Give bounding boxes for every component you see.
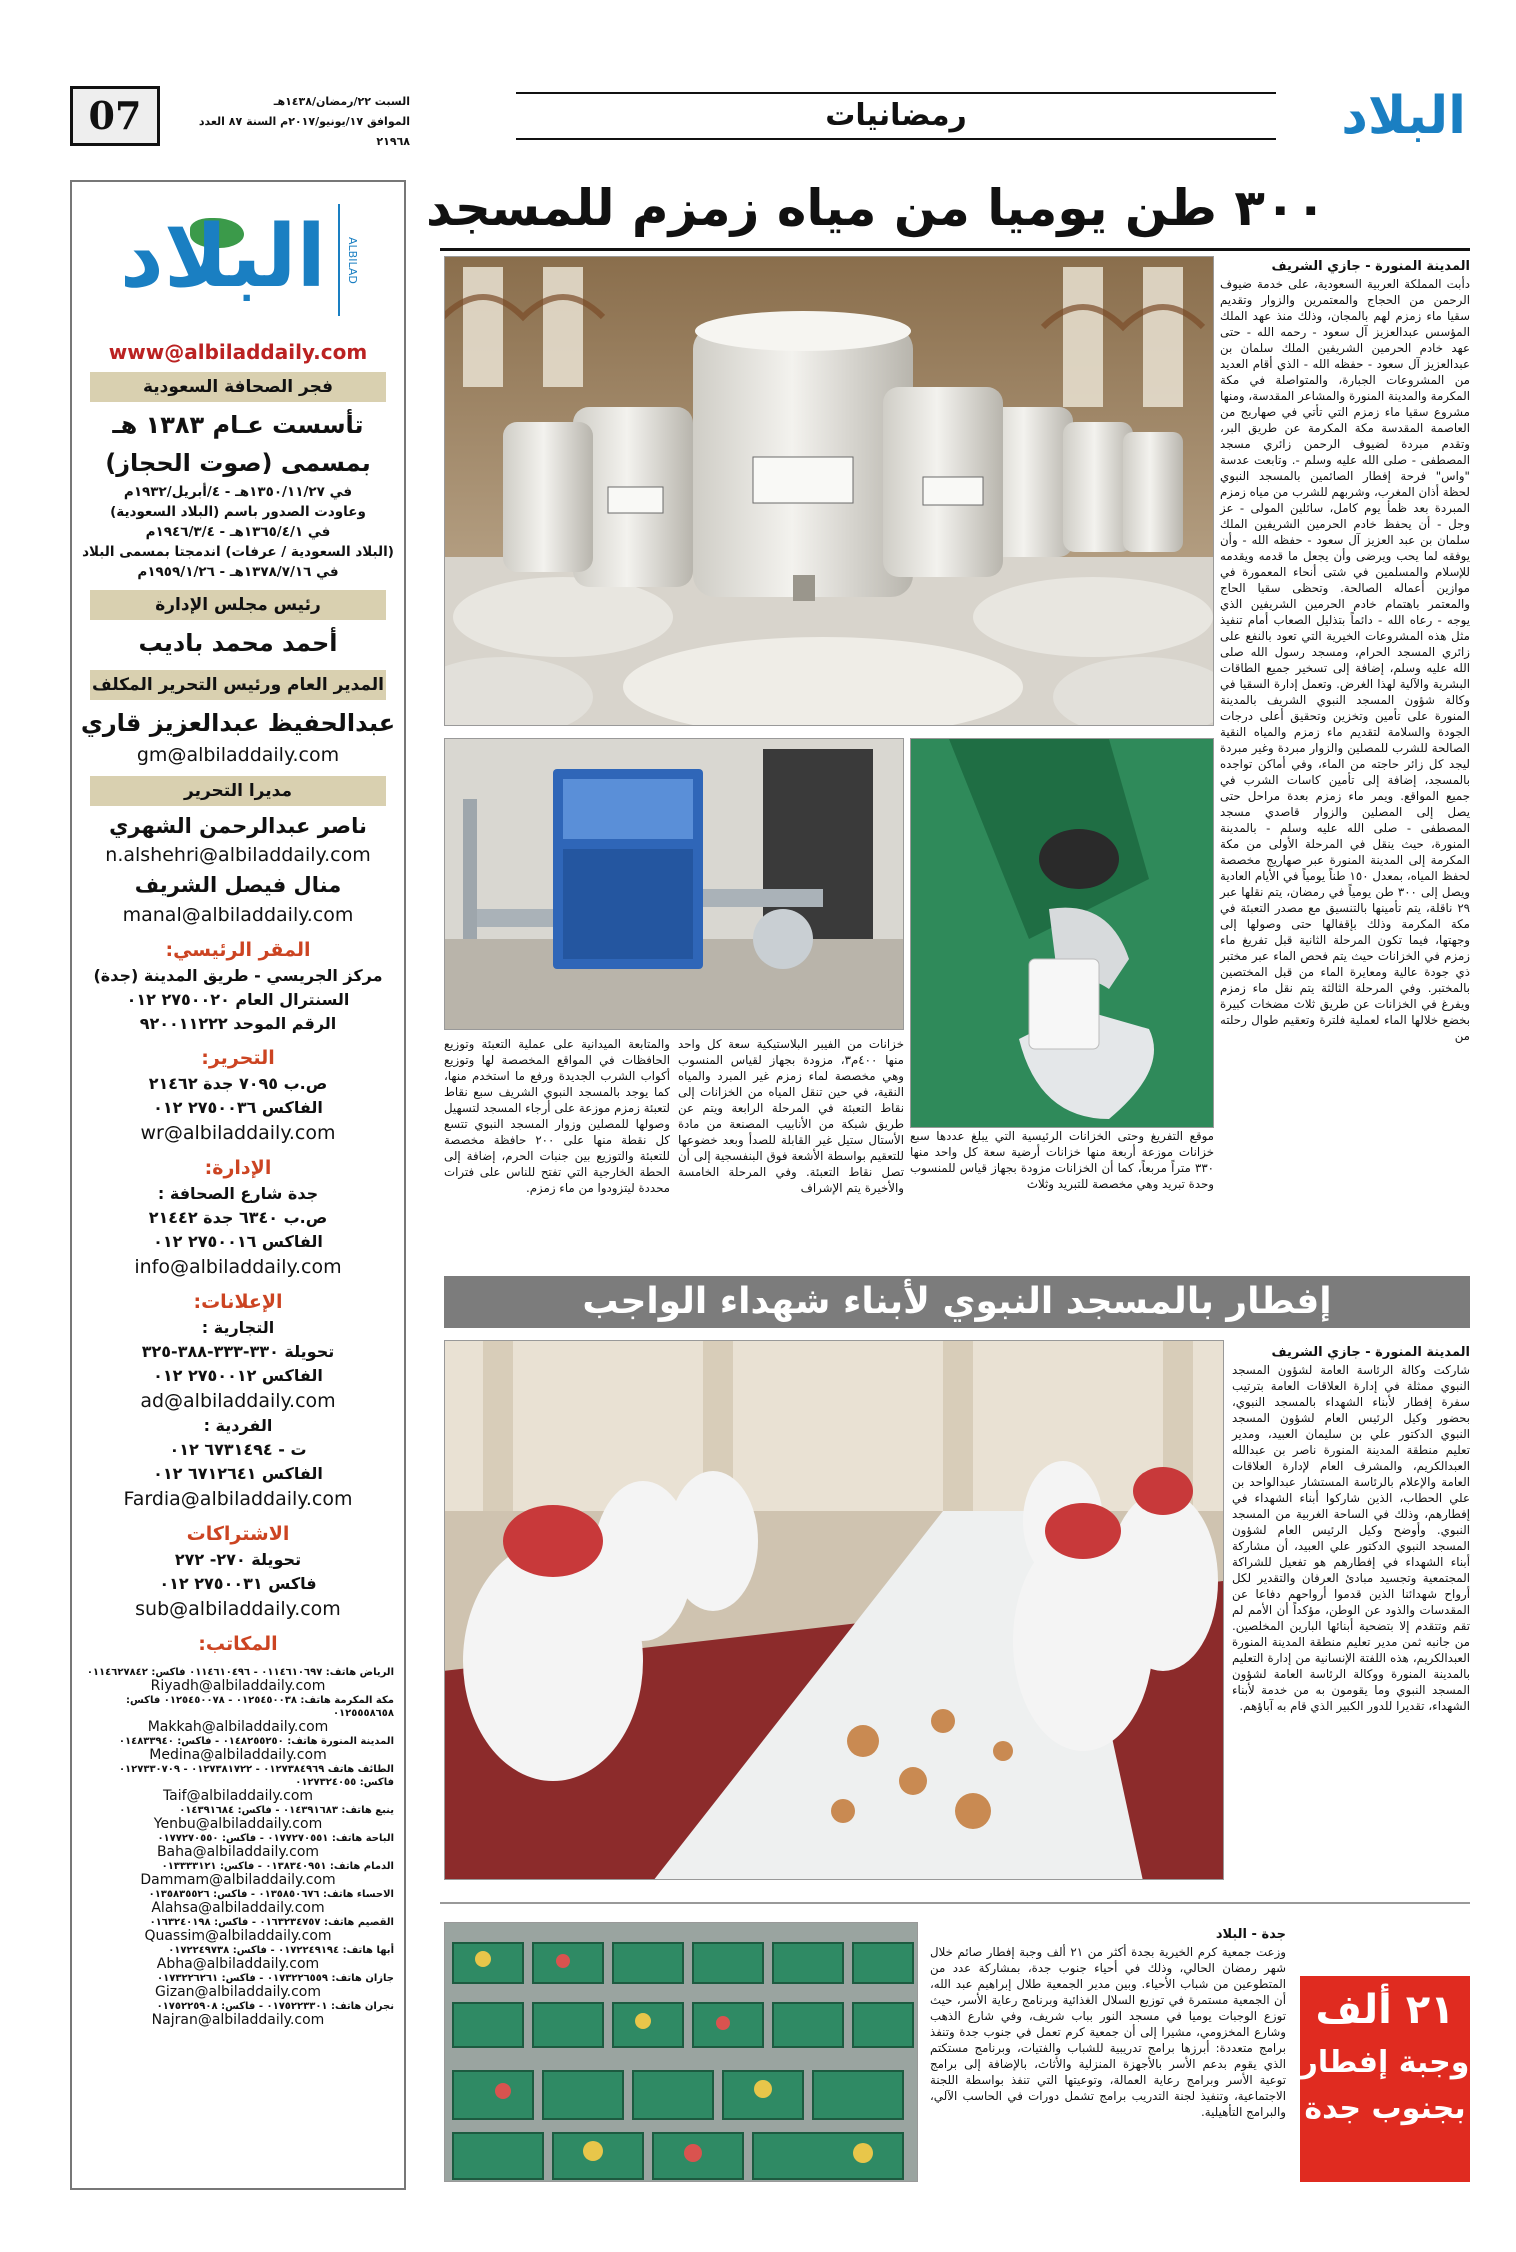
ads-email[interactable]: ad@albiladdaily.com xyxy=(140,1390,336,1412)
article3-headline-number: ٢١ ألف xyxy=(1315,1987,1455,2033)
issue-date xyxy=(170,92,410,152)
article1-headline: ٣٠٠ طن يوميا من مياه زمزم للمسجد xyxy=(426,179,1326,237)
admin-line: ص.ب ٦٣٤٠ جدة ٢١٤٤٢ xyxy=(148,1208,328,1227)
hq-line: الرقم الموحد ٩٢٠٠١١٢٢٢ xyxy=(139,1014,337,1033)
admin-email[interactable]: info@albiladdaily.com xyxy=(134,1256,342,1278)
section-bar xyxy=(516,92,1276,140)
manager2-email[interactable]: manal@albiladdaily.com xyxy=(122,904,354,926)
article1-byline: المدينة المنورة - جازي الشريف xyxy=(1271,259,1470,274)
ads-line: التجارية : xyxy=(201,1318,275,1337)
date-line-hijri: السبت ٢٢/رمضان/١٤٣٨هـ xyxy=(273,95,410,108)
subs-email[interactable]: sub@albiladdaily.com xyxy=(135,1598,341,1620)
history-1: وعاودت الصدور باسم (البلاد السعودية) xyxy=(110,504,366,520)
article3-headline-line3: بجنوب جدة xyxy=(1304,2091,1466,2126)
editorial-title: التحرير: xyxy=(201,1047,275,1069)
editorial-line: ص.ب ٧٠٩٥ جدة ٢١٤٦٢ xyxy=(148,1074,328,1093)
subs-line: فاكس ٢٧٥٠٠٣١ ٠١٢ xyxy=(159,1574,317,1593)
office-email[interactable]: Dammam@albiladdaily.com xyxy=(140,1872,336,1888)
chairman-name: أحمد محمد باديب xyxy=(138,629,338,657)
article2-byline: المدينة المنورة - جازي الشريف xyxy=(1271,1345,1470,1360)
meal-boxes-illustration xyxy=(444,1923,917,2182)
meal-boxes-photo xyxy=(444,1922,918,2182)
ads-line: ت - ٦٧٣١٤٩٤ ٠١٢ xyxy=(169,1440,307,1459)
history-0: في ١٣٥٠/١١/٢٧هـ - ٤/أبريل/١٩٣٢م xyxy=(123,484,353,500)
office-email[interactable]: Najran@albiladdaily.com xyxy=(151,2012,325,2028)
office-email[interactable]: Gizan@albiladdaily.com xyxy=(154,1984,322,2000)
editor-email[interactable]: gm@albiladdaily.com xyxy=(136,744,340,766)
history-3: (البلاد السعودية / عرفات) اندمجتا بمسمى البلاد xyxy=(82,544,394,560)
admin-line: جدة شارع الصحافة : xyxy=(157,1184,319,1203)
office-line: جازان هاتف: ٠١٧٣٢٢٦٥٥٩ - فاكس: ٠١٧٣٢٢٦٢٦١ xyxy=(157,1973,394,1984)
sidebar-logo xyxy=(72,188,404,338)
ads-title: الإعلانات: xyxy=(193,1291,283,1313)
editorial-email[interactable]: wr@albiladdaily.com xyxy=(140,1122,336,1144)
section-divider xyxy=(440,1902,1470,1904)
office-email[interactable]: Riyadh@albiladdaily.com xyxy=(150,1678,326,1694)
sidebar-logo-latin: ALBILAD xyxy=(338,204,364,316)
hq-title: المقر الرئيسي: xyxy=(165,939,311,961)
pouring-illustration xyxy=(910,739,1213,1128)
office-line: الباحة هاتف: ٠١٧٧٢٧٠٥٥١ - فاكس: ٠١٧٧٢٧٠٥٥٠ xyxy=(157,1833,394,1844)
article1-body-right: دأبت المملكة العربية السعودية، على خدمة ضيوف الرحمن من الحجاج والمعتمرين والزوار وتقديم سقيا ماء زمزم لهم بالمجان، وذلك منذ عهد الملك المؤسس عبدالعزيز آل سعود - رحمه الله - حتى عهد خادم الحرمين الشريفين الملك سلمان بن عبدالعزيز آل سعود - حفظه الله - الذي أقام العديد من المشروعات الجبارة، والمتواصلة في مكة المكرمة والمدينة المنورة والمشاعر المقدسة، ومنها مشروع سقيا ماء زمزم التي تأتي في صهاريج من العاصمة المقدسة مكة المكرمة عن طريق البر، وتقدم مبردة لضيوف الرحمن زائري مسجد المصطفى - صلى الله عليه وسلم -. وتابعت عدسة "واس" فرحة إفطار الصائمين بالمسجد النبوي لحظة أذان المغرب، وشربهم للشرب من مياه زمزم المبردة بعد ظمأ يوم كامل، سائلين المولى - عز وجل - أن يحفظ خادم الحرمين الشريفين الملك سلمان بن عبد العزيز آل سعود - حفظه الله - وأن يوفقه لما يحب ويرضى وأن يجعل ما قدمه ويقدمه للإسلام والمسلمين في شتى أنحاء المعمورة في موازين أعماله الصالحة. وتحظى سقيا الحاج والمعتمر باهتمام خادم الحرمين الشريفين الذي يوجه - رعاه الله - دائماً بتذليل الصعاب أمام تنفيذ مثل هذه المشروعات الخيرية التي تعود بالنفع على زائري المسجد الحرام، ومسجد رسول الله صلى الله عليه وسلم، إضافة إلى تسخير جميع الطاقات البشرية والآلية لهذا الغرض. وتعمل إدارة السقيا في وكالة شؤون المسجد النبوي الشريف بالمدينة المنورة على تأمين وتخزين وتحقيق أعلى درجات الجودة والسلامة لتقديم ماء زمزم والمياه النقية الصالحة للشرب للمصلين والزوار مبردة وغير مبردة ليجد كل زائر حاجته من الماء، وفي أماكن تواجده بالمسجد، إضافة إلى تأمين كاسات الشرب في جميع المواقع. ويمر ماء زمزم بعدة مراحل حتى يصل إلى المصلين والزوار قاصدي مسجد المصطفى - صلى الله عليه وسلم - بالمدينة المنورة، حيث ينقل في المرحلة الأولى من مكة المكرمة إلى المدينة المنورة عبر صهاريج مخصصة لحفظ المياه، بمعدل ١٥٠ طناً يومياً في الأيام العادية ويصل إلى ٣٠٠ طن يومياً في رمضان، يتم نقلها عبر ٢٩ ناقلة، يتم تأمينها بالتنسيق مع مصدر التعبئة في مكة المكرمة وذلك بإقفالها حتى وصولها إلى وجهتها، فيما تكون المرحلة الثانية قبل تفريغ ماء زمزم في الخزانات حيث يتم فحص الماء عبر مختبر ذي جودة عالية ومعايرة الماء من قبل المختصين بالمختبر. وفي المرحلة الثالثة يتم نقل ماء زمزم ويفرغ في الخزانات عن طريق ثلاث مضخات كبيرة بخضع خلالها الماء لعملية فلترة وتعقيم طوال رحلته من xyxy=(1220,277,1470,1043)
founded-name: بمسمى (صوت الحجاز) xyxy=(105,449,371,477)
headline-rule xyxy=(440,248,1470,251)
article2-col xyxy=(1232,1344,1470,1714)
office-line: مكة المكرمة هاتف: ٠١٢٥٤٥٠٠٣٨ - ٠١٢٥٤٥٠٠٧٨ فاكس: ٠١٢٥٥٥٨٦٥٨ xyxy=(126,1695,394,1719)
history-2: في ١٣٦٥/٤/١هـ - ١٩٤٦/٣/٤م xyxy=(145,524,331,540)
article3-byline: جدة - البلاد xyxy=(1215,1927,1286,1942)
office-line: الدمام هاتف: ٠١٣٨٣٤٠٩٥١ - فاكس: ٠١٣٣٣٣١٢١ xyxy=(161,1861,394,1872)
iftar-illustration xyxy=(444,1341,1223,1880)
history-4: في ١٣٧٨/٧/١٦هـ - ١٩٥٩/١/٢٦م xyxy=(137,564,339,580)
date-line-gregorian: الموافق ١٧/يونيو/٢٠١٧م السنة ٨٧ العدد ٢١٩٦٨ xyxy=(198,115,410,148)
masthead-sidebar xyxy=(70,180,406,2190)
admin-title: الإدارة: xyxy=(204,1157,272,1179)
offices-list xyxy=(72,1666,404,2028)
manager1-email[interactable]: n.alshehri@albiladdaily.com xyxy=(105,844,371,866)
office-line: الطائف هاتف ٠١٢٧٣٨٤٩٦٩ - ٠١٢٧٣٨١٧٢٢ - ٠١٢٧٣٣٠٧٠٩ فاكس: ٠١٢٧٣٢٤٠٥٥ xyxy=(118,1764,394,1788)
pump-illustration xyxy=(444,739,903,1030)
article1-col-mid3 xyxy=(444,1036,670,1196)
coolers-illustration xyxy=(444,257,1213,726)
office-line: أبها هاتف: ٠١٧٢٢٤٩١٩٤ - فاكس: ٠١٧٢٢٤٩٧٣٨ xyxy=(168,1945,394,1956)
office-line: الرياض هاتف: ٠١١٤٦١٠٦٩٧ - ٠١١٤٦١٠٤٩٦ فاكس: ٠١١٤٦٢٧٨٤٢ xyxy=(86,1667,394,1678)
page-number: 07 xyxy=(70,86,160,146)
office-email[interactable]: Alahsa@albiladdaily.com xyxy=(151,1900,325,1916)
article2-body: شاركت وكالة الرئاسة العامة لشؤون المسجد النبوي ممثلة في إدارة العلاقات العامة بترتيب سفرة إفطار لأبناء الشهداء بالمسجد النبوي، بحضور وكيل الرئيس العام لشؤون المسجد النبوي الدكتور علي بن سليمان العبيد، ومدير تعليم منطقة المدينة المنورة ناصر بن عبدالله العبدالكريم، والمشرف العام لإدارة العلاقات العامة والإعلام بالرئاسة المستشار عبدالواحد بن علي الحطاب، الذين شاركوا أبناء الشهداء في إفطارهم، وذلك في الساحة الغربية من المسجد النبوي. وأوضح وكيل الرئيس العام لشؤون المسجد النبوي الدكتور علي العبيد، أن مشاركة أبناء الشهداء في إفطارهم هو تفعيل للشراكة المجتمعية وتجسيد مبادئ العرفان والتقدير لكل أرواح شهدائنا الذين قدموا أرواحهم دفاعا عن المقدسات والذود عن الوطن، مؤكداً أن الأمم لم تقم وتتقدم إلا بتضحية أبنائها البارين المخلصين. من جانبه ثمن مدير تعليم منطقة المدينة المنورة العبدالكريم، هذه اللفتة الإنسانية من إدارة التعليم بالمدينة المنورة ووكالة الرئاسة العامة لشؤون المسجد النبوي وما يقومون به من خدمة لأبناء الشهداء، تقديرا للدور الكبير الذي قام به آباؤهم. xyxy=(1232,1363,1470,1713)
pouring-water-photo xyxy=(910,738,1214,1128)
office-line: الاحساء هاتف: ٠١٣٥٨٥٠٦٧٦ - فاكس: ٠١٣٥٨٣٥٥٢٦ xyxy=(148,1889,394,1900)
office-line: القصيم هاتف: ٠١٦٣٢٣٤٧٥٧ - فاكس: ٠١٦٣٢٤٠١٩٨ xyxy=(149,1917,394,1928)
hq-line: السنترال العام ٢٧٥٠٠٢٠ ٠١٢ xyxy=(126,990,350,1009)
editorial-line: الفاكس ٢٧٥٠٠٣٦ ٠١٢ xyxy=(153,1098,323,1117)
page-header xyxy=(70,86,1466,150)
article3-headline-line2: وجبة إفطار xyxy=(1300,2045,1470,2080)
office-email[interactable]: Baha@albiladdaily.com xyxy=(156,1844,320,1860)
office-line: نجران هاتف: ٠١٧٥٢٢٣٣٠١ - فاكس: ٠١٧٥٢٢٥٩٠٨ xyxy=(156,2001,394,2012)
office-email[interactable]: Yenbu@albiladdaily.com xyxy=(153,1816,323,1832)
ads-line: الفاكس ٢٧٥٠٠١٢ ٠١٢ xyxy=(153,1366,323,1385)
website-link[interactable]: www@albiladdaily.com xyxy=(108,340,368,364)
masthead-logo: البلاد xyxy=(1341,86,1466,146)
office-line: المدينة المنورة هاتف: ٠١٤٨٢٥٥٢٥٠ - فاكس: ٠١٤٨٣٣٩٤٠ xyxy=(118,1736,394,1747)
hq-line: مركز الجريسي - طريق المدينة (جدة) xyxy=(93,966,383,985)
office-email[interactable]: Makkah@albiladdaily.com xyxy=(147,1719,329,1735)
ads-line: الفاكس ٦٧١٢٦٤١ ٠١٢ xyxy=(153,1464,323,1483)
article3-col xyxy=(930,1926,1286,2120)
office-email[interactable]: Quassim@albiladdaily.com xyxy=(144,1928,332,1944)
manager2-name: منال فيصل الشريف xyxy=(134,873,342,897)
article1-col-mid1 xyxy=(910,1128,1214,1192)
iftar-photo xyxy=(444,1340,1224,1880)
ads-line: تحويلة ٣٣٠-٣٣٣-٣٨٨-٣٢٥ xyxy=(141,1342,335,1361)
office-email[interactable]: Taif@albiladdaily.com xyxy=(162,1788,314,1804)
editor-name: عبدالحفيظ عبدالعزيز قاري xyxy=(80,709,396,737)
pump-room-photo xyxy=(444,738,904,1030)
office-email[interactable]: Abha@albiladdaily.com xyxy=(156,1956,320,1972)
band-editor: المدير العام ورئيس التحرير المكلف xyxy=(90,670,386,700)
article1-body-mid1: موقع التفريغ وحتى الخزانات الرئيسية التي يبلغ عددها سبع خزانات موزعة أربعة منها خزانات أرضية سعة كل واحد منها ٣٣٠ متراً مربعاً، كما أن الخزانات مزودة بجهاز قياس للمنسوب وحدة تبريد وهي مخصصة للتبريد وثلاث xyxy=(910,1129,1214,1191)
band-chairman: رئيس مجلس الإدارة xyxy=(90,590,386,620)
subs-title: الاشتراكات xyxy=(186,1523,290,1545)
article3-body: وزعت جمعية كرم الخيرية بجدة أكثر من ٢١ ألف وجبة إفطار صائم خلال شهر رمضان الحالي، وذلك في أحياء جنوب جدة، بمشاركة عدد من المتطوعين من شباب الأحياء. وبين مدير الجمعية طلال إبراهيم عبد الله، أن الجمعية مستمرة في توزيع السلال الغذائية وبرنامج رعاية الأسر، حيث توزع الوجبات يوميا في مسجد النور بباب شريف، وفي شارع الذهب وشارع المخزومي، مشيرا إلى أن جمعية كرم تعمل في جنوب جدة وتنفذ برامج متعددة: أبرزها برامج تدريبية للشباب والفتيات، وبرنامج مستكتم الذي يقوم بدعم الأسر بالأجهزة المنزلية والأثاث، بالإضافة إلى برامج توعية الأسر وبرامج رعاية العمالة، وتوعيتها التي تنفذ بواسطة اللجنة الاجتماعية، وتنفيذ لجنة التدريب برامج تشمل دورات في الحاسب الآلي، والبرامج التأهيلية. xyxy=(930,1945,1286,2119)
article2-headline: إفطار بالمسجد النبوي لأبناء شهداء الواجب xyxy=(444,1276,1470,1328)
manager1-name: ناصر عبدالرحمن الشهري xyxy=(109,814,367,838)
sidebar-logo-text: البلاد xyxy=(119,207,326,307)
article1-body-mid3: والمتابعة الميدانية على عملية التعبئة وتوزيع الحافظات في المواقع المخصصة لها وتوزيع أكواب الشرب الجديدة ورفع ما استخدم منها، كما يوجد بالمسجد النبوي الشريف سبع نقاط لتعبئة زمزم موزعة على أرجاء المسجد لتسهيل وصولها للمصلين وزوار المسجد النبوي تتسع كل نقطة منها على ٢٠٠ حافظة مخصصة للتعبئة والتوزيع بين جنبات الحرم، إضافة إلى الحطة الخارجية التي تفتح للناس على فترات محددة ليتزودوا من ماء زمزم. xyxy=(444,1037,670,1195)
article1-col-right xyxy=(1220,258,1470,1044)
subs-line: تحويلة ٢٧٠- ٢٧٢ xyxy=(174,1550,302,1569)
article3-headline-box xyxy=(1300,1976,1470,2182)
band-managers: مديرا التحرير xyxy=(90,776,386,806)
admin-line: الفاكس ٢٧٥٠٠١٦ ٠١٢ xyxy=(153,1232,323,1251)
band-slogan: فجر الصحافة السعودية xyxy=(90,372,386,402)
article1-col-mid2 xyxy=(678,1036,904,1196)
office-email[interactable]: Medina@albiladdaily.com xyxy=(149,1747,327,1763)
article1-body-mid2: خزانات من الفيبر البلاستيكية سعة كل واحد منها ٤٠٠م٣، مزودة بجهاز لقياس المنسوب وهي مخصصة لماء زمزم غير المبرد والمياه النقية، في حين تنقل المياه من الخزانات إلى نقاط التعبئة في المرحلة الرابعة ويتم عن طريق شبكة من الأنابيب المصنعة من مادة الأستال ستيل غير القابلة للصدأ وبعد خضوعها للتعقيم بواسطة الأشعة فوق البنفسجية إلى أن تصل نقاط التعبئة. وفي المرحلة الخامسة والأخيرة يتم الإشراف xyxy=(678,1037,904,1195)
section-name: رمضانيات xyxy=(825,98,967,133)
ads-line: الفردية : xyxy=(203,1416,273,1435)
founded-line: تأسست عـام ١٣٨٣ هـ xyxy=(112,411,364,439)
zamzam-coolers-photo xyxy=(444,256,1214,726)
office-line: ينبع هاتف: ٠١٤٣٩١٦٨٣ - فاكس: ٠١٤٣٩١٦٨٤ xyxy=(179,1805,394,1816)
ads-email-individual[interactable]: Fardia@albiladdaily.com xyxy=(123,1488,353,1510)
offices-title: المكاتب: xyxy=(198,1633,278,1655)
